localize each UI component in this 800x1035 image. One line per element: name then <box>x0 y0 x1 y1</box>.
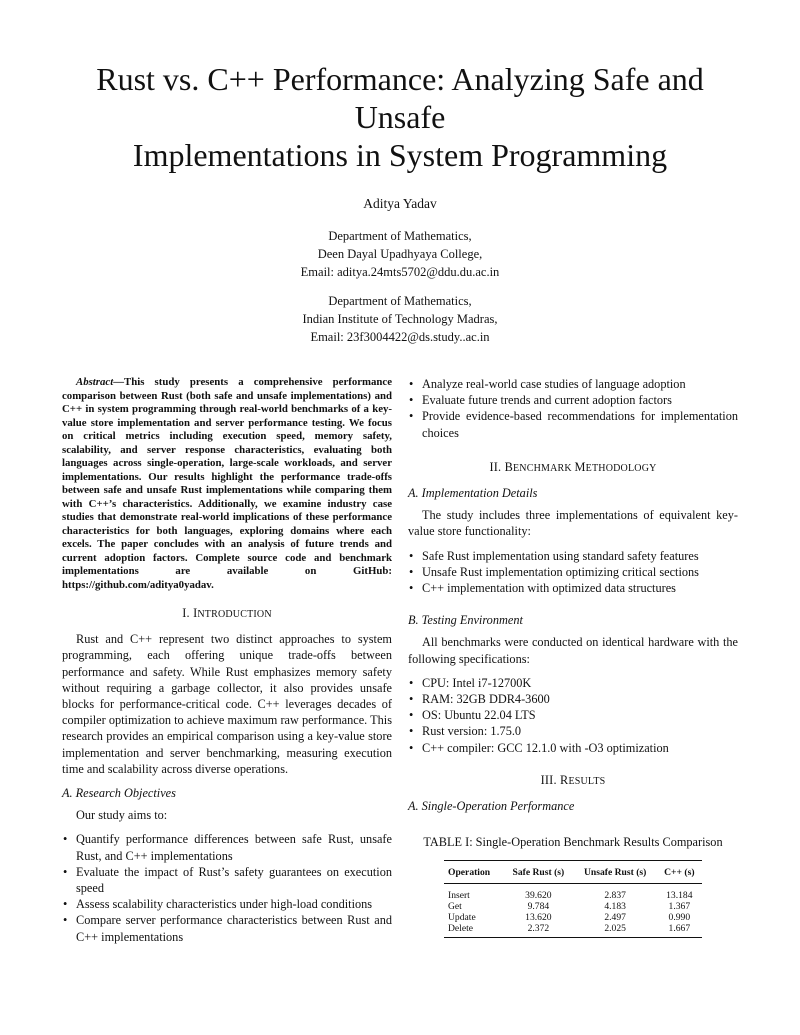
list-item: • CPU: Intel i7-12700K <box>408 675 738 691</box>
abstract-text: —This study presents a comprehensive performance comparison between Rust (both safe and unsafe implementations) and C++ in system programming through real-world benchmarks of a key-value store implementation and server performance testing. We focus on critical metrics including execution speed, memory safety, scalability, and server response characteristics, evaluating both languages across single-operation, large-scale workloads, and server implementations. Our results highlight the performance trade-offs between safe and unsafe Rust implementations while comparing them with C++’s characteristics. Additionally, we examine industry case studies that demonstrate real-world implications of these performance characteristics for both languages, exploring domains where each excels. The paper concludes with an analysis of future trends and current adoption factors. Complete source code and benchmark implementations are available on GitHub: https://github.com/aditya0yadav. <box>62 376 392 591</box>
table-header-row <box>444 861 702 884</box>
table-cell: 13.620 <box>525 912 552 924</box>
list-item: • OS: Ubuntu 22.04 LTS <box>408 707 738 723</box>
list-item: • Unsafe Rust implementation optimizing critical sections <box>408 564 738 580</box>
table-row <box>444 912 702 923</box>
list-item: • Assess scalability characteristics under high-load conditions <box>62 896 392 912</box>
implementation-paragraph: The study includes three implementations of equivalent key-value store functionality: <box>408 508 738 539</box>
environment-list <box>408 675 738 756</box>
list-item: • C++ implementation with optimized data structures <box>408 580 738 596</box>
table-cell: Get <box>448 901 462 913</box>
list-item: • Analyze real-world case studies of language adoption <box>408 376 738 392</box>
affiliation-1 <box>0 227 800 281</box>
implementation-list <box>408 548 738 597</box>
objectives-list <box>62 831 392 944</box>
introduction-paragraph: Rust and C++ represent two distinct approaches to system programming, each offering unique trade-offs between performance and safety. While Rust emphasizes memory safety without requiring a garbage collector, it also provides unsafe blocks for performance-critical code. C++ leverages decades of compiler optimization to achieve maximum raw performance. This research provides an empirical comparison using a key-value store implementation and server benchmarking, measuring execution time and scalability across diverse operations. <box>62 632 392 776</box>
affiliation-line: Indian Institute of Technology Madras, <box>302 312 498 326</box>
table-cell: 2.372 <box>527 923 550 935</box>
benchmark-table <box>444 860 702 938</box>
table-row <box>444 884 702 902</box>
table-caption: TABLE I: Single-Operation Benchmark Results Comparison <box>423 835 723 850</box>
abstract-label: Abstract <box>76 376 114 388</box>
table-header-cell: Safe Rust (s) <box>503 861 573 884</box>
table-cell: 39.620 <box>525 890 552 902</box>
subsection-heading-testing-environment: B. Testing Environment <box>408 613 523 628</box>
abstract <box>62 376 392 592</box>
table-cell: 9.784 <box>527 901 550 913</box>
table-header-cell: Operation <box>444 861 503 884</box>
list-item: • Quantify performance differences between safe Rust, unsafe Rust, and C++ implementations <box>62 831 392 863</box>
list-item: • Provide evidence-based recommendations for implementation choices <box>408 408 738 440</box>
objectives-lead: Our study aims to: <box>76 808 168 823</box>
title-line: Unsafe <box>354 99 446 135</box>
author-name: Aditya Yadav <box>363 196 437 211</box>
affiliation-line: Department of Mathematics, <box>328 294 472 308</box>
right-column <box>408 376 738 938</box>
list-item: • C++ compiler: GCC 12.1.0 with -O3 optimization <box>408 740 738 756</box>
list-item: • Rust version: 1.75.0 <box>408 723 738 739</box>
affiliation-email: Email: 23f3004422@ds.study..ac.in <box>310 330 490 344</box>
table-cell: 1.667 <box>668 923 691 935</box>
title-line: Rust vs. C++ Performance: Analyzing Safe and <box>96 61 704 97</box>
table-cell: 4.183 <box>604 901 626 913</box>
affiliation-line: Deen Dayal Upadhyaya College, <box>317 247 483 261</box>
list-item: • Safe Rust implementation using standard safety features <box>408 548 738 564</box>
title-line: Implementations in System Programming <box>132 137 668 173</box>
table-cell: 0.990 <box>668 912 691 924</box>
table-header-cell: C++ (s) <box>657 861 702 884</box>
subsection-heading-single-operation: A. Single-Operation Performance <box>408 799 575 814</box>
table-row <box>444 923 702 938</box>
affiliation-email: Email: aditya.24mts5702@ddu.du.ac.in <box>300 265 500 279</box>
list-item: • Compare server performance characteristics between Rust and C++ implementations <box>62 912 392 944</box>
subsection-heading-objectives: A. Research Objectives <box>62 786 176 801</box>
table-cell: Insert <box>448 890 470 902</box>
table-cell: 2.497 <box>604 912 626 924</box>
table-cell: Delete <box>448 923 474 935</box>
table-cell: Update <box>448 912 476 924</box>
objectives-list-continued <box>408 376 738 441</box>
affiliation-2 <box>0 292 800 346</box>
section-heading-introduction: I. INTRODUCTION <box>182 606 272 620</box>
section-heading-methodology: II. BENCHMARK METHODOLOGY <box>489 459 657 474</box>
list-item: • Evaluate the impact of Rust’s safety guarantees on execution speed <box>62 864 392 896</box>
list-item: • RAM: 32GB DDR4-3600 <box>408 691 738 707</box>
table-cell: 1.367 <box>668 901 691 913</box>
paper-title <box>60 60 740 174</box>
table-header-cell: Unsafe Rust (s) <box>574 861 657 884</box>
environment-paragraph: All benchmarks were conducted on identical hardware with the following specifications: <box>408 635 738 666</box>
table-cell: 2.025 <box>604 923 626 935</box>
table-row <box>444 901 702 912</box>
left-column <box>62 376 392 957</box>
list-item: • Evaluate future trends and current adoption factors <box>408 392 738 408</box>
subsection-heading-implementation: A. Implementation Details <box>408 486 538 501</box>
table-cell: 13.184 <box>666 890 693 902</box>
section-heading-results: III. RESULTS <box>540 772 606 787</box>
table-cell: 2.837 <box>604 890 626 902</box>
affiliation-line: Department of Mathematics, <box>328 229 472 243</box>
